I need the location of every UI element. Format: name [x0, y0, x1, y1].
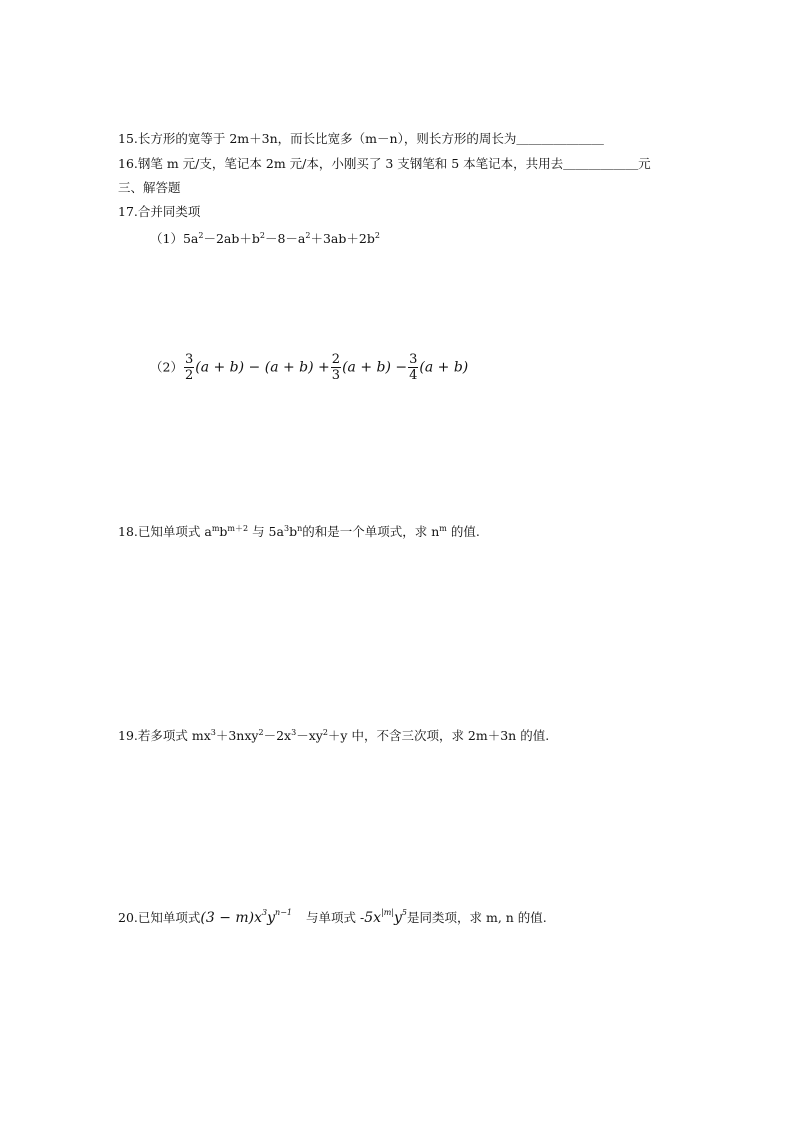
question-18: 18.已知单项式 $a^mb^{m+2}$ 与 $5a^3b^n$的和是一个单项式，求 $n^m$ 的值.	[118, 524, 480, 539]
question-16: 16.钢笔 m 元/支，笔记本 2m 元/本，小刚买了 3 支钢笔和 5 本笔记本，共用去＿＿＿＿＿＿元	[118, 156, 651, 171]
monomial-1: $(3 - m)x^3y^{n-1}$	[200, 908, 292, 926]
question-17-part-2: （2） $\frac{3}{2}$ (a + b) − (a + b) + $\frac{2}{3}$ (a + b) − $\frac{3}{4}$ (a + b)	[150, 352, 469, 383]
question-20: 20.已知单项式$(3 - m)x^3y^{n-1}$ 与单项式 $-5x^{|m|}y^5$是同类项，求 m, n 的值.	[118, 908, 547, 926]
monomial-2: $5x^{|m|}y^5$	[364, 908, 407, 926]
question-17-title: 17.合并同类项	[118, 204, 201, 219]
fraction-3-4: $\frac{3}{4}$	[409, 352, 418, 383]
part-label: （1）	[150, 231, 183, 246]
fraction-2-3: $\frac{2}{3}$	[331, 352, 341, 383]
section-heading: 三、解答题	[118, 180, 181, 195]
question-15: 15.长方形的宽等于 2m＋3n，而长比宽多（m－n），则长方形的周长为＿＿＿＿＿＿＿	[118, 131, 604, 146]
fraction-3-2: $\frac{3}{2}$	[184, 352, 194, 383]
question-19: 19.若多项式 $mx^3+3nxy^2-2x^3-xy^2+y$ 中，不含三次项，求 2m＋3n 的值.	[118, 728, 550, 743]
question-17-part-1: $(1)5a^2-2ab+b^2-8-a^2+3ab+2b^2$	[150, 231, 380, 246]
part-label: （2）	[150, 359, 183, 375]
